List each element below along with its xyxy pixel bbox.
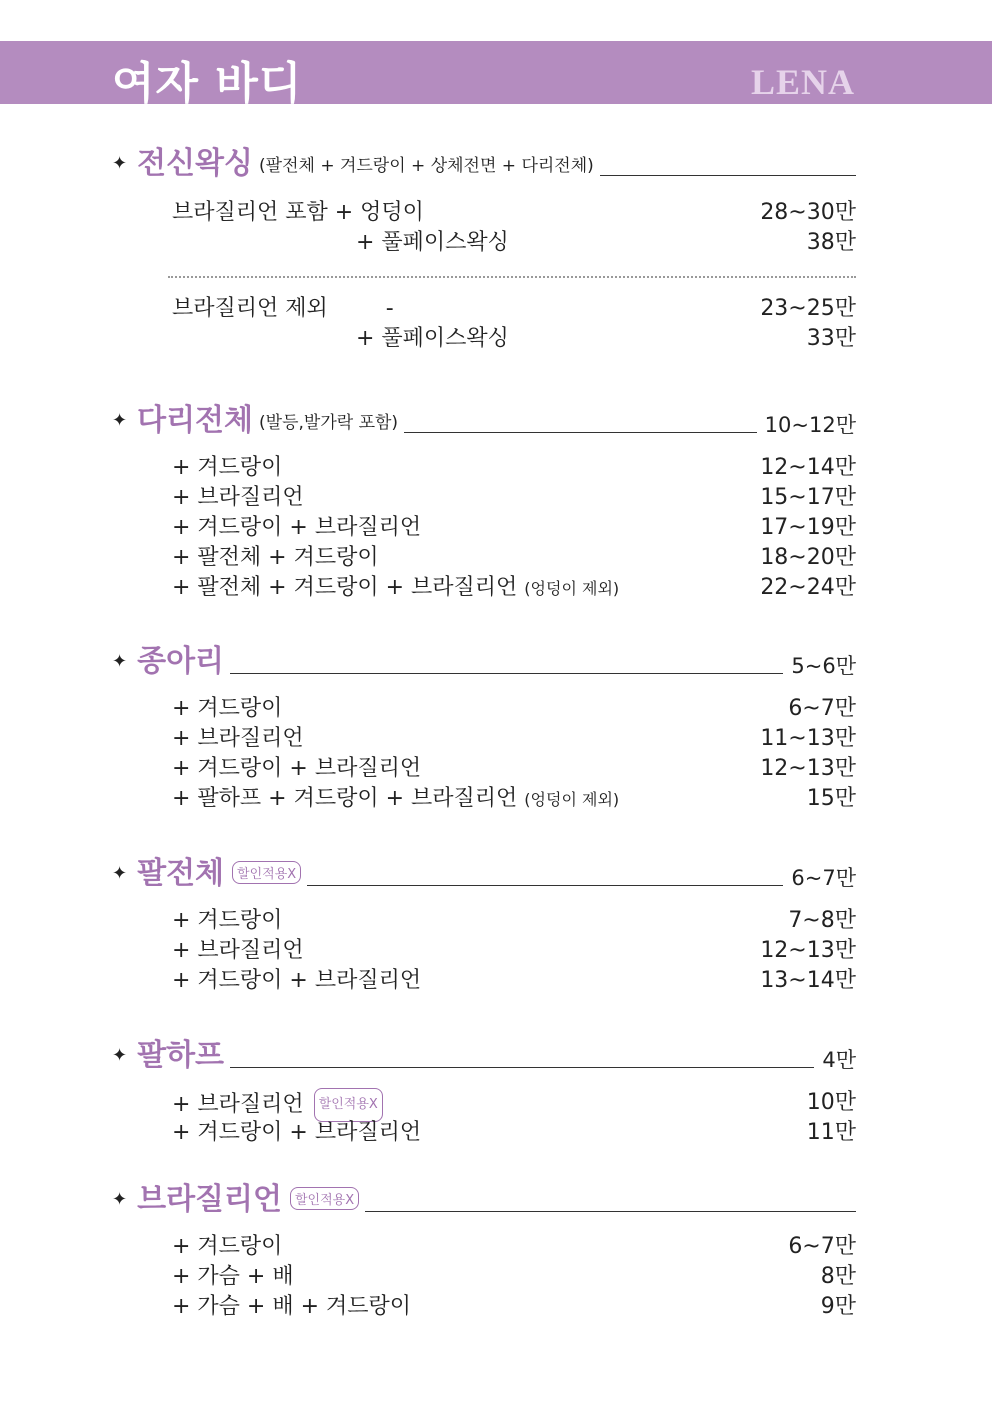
list-item [172,784,856,814]
section-title: 다리전체 [137,403,254,438]
item-price: 33만 [806,326,856,351]
item-price: 8만 [820,1264,856,1289]
list-item [172,198,856,228]
item-price: 13~14만 [760,968,856,993]
list-item [172,1232,856,1262]
item-price: 15만 [806,786,856,811]
dotted-divider [168,276,856,278]
diamond-icon: ✦ [112,410,128,431]
item-label: 브라질리언 제외 [172,296,328,321]
list-item [172,1262,856,1292]
item-label: + 브라질리언 [172,485,304,510]
diamond-icon: ✦ [112,651,128,672]
brand-logo: LENA [750,62,855,102]
diamond-icon: ✦ [112,1189,128,1210]
item-price: 18~20만 [760,545,856,570]
list-item [172,573,856,603]
section-rule [404,432,757,433]
section-header [112,140,856,184]
item-label: + 겨드랑이 [172,455,283,480]
list-item [172,228,856,258]
section-full-body [112,140,856,354]
item-price: 38만 [806,230,856,255]
item-price: 23~25만 [760,296,856,321]
item-price: 28~30만 [760,200,856,225]
section-rule [230,1067,814,1068]
item-note: (엉덩이 제외) [524,579,620,598]
section-rule [307,885,783,886]
item-label: + 겨드랑이 [172,1234,283,1259]
section-title: 팔하프 [137,1038,225,1073]
price-list [112,198,856,258]
section-full-legs [112,397,856,603]
list-item [172,724,856,754]
header-banner [0,41,992,109]
item-price: 12~14만 [760,455,856,480]
list-item [172,483,856,513]
section-rule [230,673,783,674]
item-label: + 브라질리언 [172,1092,304,1117]
item-price: 6~7만 [788,696,856,721]
item-price: 10만 [806,1090,856,1115]
item-dash: - [385,296,394,321]
price-list [112,453,856,603]
item-label: + 브라질리언 [172,726,304,751]
section-title: 팔전체 [137,856,225,891]
item-price: 11~13만 [760,726,856,751]
list-item [172,543,856,573]
item-label: + 팔전체 + 겨드랑이 + 브라질리언 [172,575,518,600]
item-price: 12~13만 [760,938,856,963]
list-item [172,936,856,966]
diamond-icon: ✦ [112,863,128,884]
list-item [172,754,856,784]
section-title: 전신왁싱 [137,146,254,181]
section-rule [600,175,856,176]
item-price: 15~17만 [760,485,856,510]
item-price: 22~24만 [760,575,856,600]
section-calves [112,638,856,814]
item-label: + 팔전체 + 겨드랑이 [172,545,379,570]
section-title: 브라질리언 [137,1182,282,1217]
item-label: + 가슴 + 배 [172,1264,294,1289]
list-item [172,294,856,324]
price-list [112,1088,856,1148]
item-label: + 풀페이스왁싱 [356,230,509,255]
item-label: + 브라질리언 [172,938,304,963]
section-header [112,1032,856,1076]
item-price: 11만 [806,1120,856,1145]
item-price: 12~13만 [760,756,856,781]
section-note: (발등,발가락 포함) [259,413,399,433]
no-discount-badge: 할인적용X [232,861,301,884]
price-list [112,294,856,354]
list-item [172,513,856,543]
section-price: 6~7만 [791,866,856,890]
section-title: 종아리 [137,644,225,679]
price-list [112,694,856,814]
item-label: + 겨드랑이 + 브라질리언 [172,1120,422,1145]
section-full-arms [112,850,856,996]
list-item [172,1088,856,1118]
item-label: + 겨드랑이 + 브라질리언 [172,515,422,540]
section-header [112,397,856,441]
diamond-icon: ✦ [112,153,128,174]
list-item [172,324,856,354]
list-item [172,906,856,936]
item-label: + 가슴 + 배 + 겨드랑이 [172,1294,412,1319]
item-label: + 겨드랑이 [172,908,283,933]
diamond-icon: ✦ [112,1045,128,1066]
section-price: 5~6만 [791,654,856,678]
page-title: 여자 바디 [112,58,303,109]
list-item [172,1118,856,1148]
item-label: 브라질리언 포함 + 엉덩이 [172,200,424,225]
list-item [172,1292,856,1322]
item-price: 17~19만 [760,515,856,540]
section-price: 10~12만 [764,413,856,437]
section-note: (팔전체 + 겨드랑이 + 상체전면 + 다리전체) [259,156,594,176]
item-label: + 팔하프 + 겨드랑이 + 브라질리언 [172,786,518,811]
item-price: 6~7만 [788,1234,856,1259]
item-label: + 겨드랑이 + 브라질리언 [172,968,422,993]
item-note: (엉덩이 제외) [524,790,620,809]
item-label: + 겨드랑이 [172,696,283,721]
section-header [112,850,856,894]
section-price: 4만 [822,1048,856,1072]
item-price: 7~8만 [788,908,856,933]
no-discount-badge: 할인적용X [290,1187,359,1210]
price-list [112,1232,856,1322]
section-brazilian [112,1176,856,1322]
section-header [112,638,856,682]
section-header [112,1176,856,1220]
list-item [172,694,856,724]
no-discount-badge: 할인적용X [314,1088,383,1122]
list-item [172,453,856,483]
list-item [172,966,856,996]
section-half-arms [112,1032,856,1148]
price-list [112,906,856,996]
section-rule [365,1211,856,1212]
item-label: + 겨드랑이 + 브라질리언 [172,756,422,781]
item-price: 9만 [820,1294,856,1319]
item-label: + 풀페이스왁싱 [356,326,509,351]
